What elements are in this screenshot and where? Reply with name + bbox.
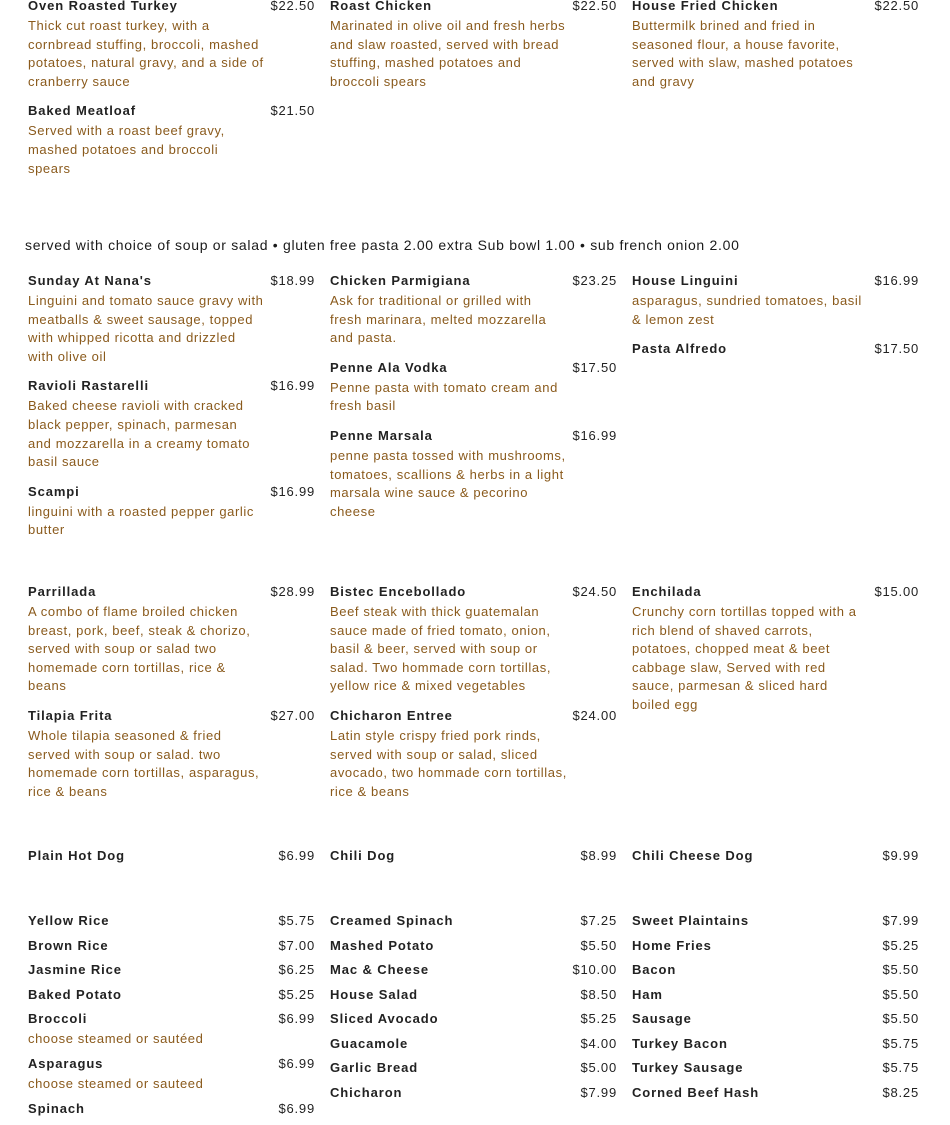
menu-item-description: Crunchy corn tortillas topped with a rich blend of shaved carrots, potatoes, chopped meat & beet cabbage slaw, Served with red sauce, parmesan & sliced hard boiled egg xyxy=(632,604,857,712)
menu-item-name: Chili Cheese Dog xyxy=(632,848,754,863)
menu-item-description: linguini with a roasted pepper garlic butter xyxy=(28,503,254,538)
menu-columns xyxy=(28,0,919,189)
menu-item-description: penne pasta tossed with mushrooms, tomatoes, scallions & herbs in a light marsala wine sauce & pecorino cheese xyxy=(330,447,566,519)
menu-item-description: choose steamed or sauteed xyxy=(28,1076,204,1092)
menu-item-price: $16.99 xyxy=(874,273,919,288)
menu-item-header xyxy=(632,272,919,290)
menu-item-description: Whole tilapia seasoned & fried served with soup or salad. two homemade corn tortillas, asparagus, rice & beans xyxy=(28,727,260,799)
menu-item-description: Buttermilk brined and fried in seasoned flour, a house favorite, served with slaw, mashed potatoes and gravy xyxy=(632,18,854,89)
menu-item xyxy=(28,0,315,91)
menu-item-name: Chicken Parmigiana xyxy=(330,273,471,288)
menu-item-name: Baked Potato xyxy=(28,986,122,1002)
menu-item-name: Mashed Potato xyxy=(330,937,435,953)
menu-item-name: Chicharon Entree xyxy=(330,707,453,723)
menu-item-price: $22.50 xyxy=(270,0,315,13)
menu-item-price: $4.00 xyxy=(580,1035,617,1051)
menu-item-header xyxy=(28,483,315,501)
sides-section xyxy=(28,912,919,1125)
menu-item-header xyxy=(330,583,617,601)
classics-section xyxy=(28,0,919,189)
menu-item-price: $6.99 xyxy=(278,1011,315,1026)
menu-column xyxy=(632,912,919,1125)
menu-item xyxy=(330,707,617,801)
menu-item xyxy=(28,377,315,471)
menu-item-name: Chili Dog xyxy=(330,848,396,863)
menu-item xyxy=(632,937,919,955)
menu-item-price: $5.00 xyxy=(580,1060,617,1075)
menu-item-price: $5.50 xyxy=(882,986,919,1002)
menu-columns xyxy=(28,272,919,551)
menu-item-price: $17.50 xyxy=(874,341,919,357)
menu-item xyxy=(632,1035,919,1053)
menu-item-header xyxy=(28,272,315,290)
menu-item-header xyxy=(632,937,919,955)
menu-item-name: Pasta Alfredo xyxy=(632,341,728,357)
menu-item-name: Turkey Bacon xyxy=(632,1035,728,1051)
menu-item xyxy=(632,583,919,715)
menu-item-header xyxy=(632,986,919,1004)
menu-item xyxy=(632,340,919,358)
hotdog-section xyxy=(28,847,919,876)
menu-item-name: Bacon xyxy=(632,962,677,977)
menu-columns xyxy=(28,847,919,876)
menu-item-price: $21.50 xyxy=(270,103,315,119)
menu-item-name: Creamed Spinach xyxy=(330,913,454,928)
menu-item-header xyxy=(632,961,919,979)
menu-item-header xyxy=(330,1010,617,1028)
menu-item-header xyxy=(330,0,617,15)
pasta-section xyxy=(28,272,919,551)
menu-item-header xyxy=(632,1059,919,1077)
menu-item-header xyxy=(632,912,919,930)
menu-column xyxy=(28,847,315,876)
menu-item-header xyxy=(632,1084,919,1102)
menu-item-name: Ravioli Rastarelli xyxy=(28,378,149,394)
menu-item-description: Latin style crispy fried pork rinds, served with soup or salad, sliced avocado, two hommade corn tortillas, rice & beans xyxy=(330,727,567,799)
menu-item-price: $22.50 xyxy=(874,0,919,13)
menu-item xyxy=(330,1059,617,1077)
menu-item-price: $6.25 xyxy=(278,962,315,977)
menu-item-price: $24.50 xyxy=(572,584,617,599)
menu-column xyxy=(330,0,617,189)
menu-item xyxy=(632,912,919,930)
menu-item-price: $27.00 xyxy=(270,707,315,723)
menu-item-header xyxy=(330,912,617,930)
menu-item-price: $17.50 xyxy=(572,359,617,375)
menu-column xyxy=(330,912,617,1125)
latin-section xyxy=(28,583,919,812)
menu-item-price: $8.25 xyxy=(882,1084,919,1100)
menu-item-name: Bistec Encebollado xyxy=(330,584,467,599)
menu-item xyxy=(28,847,315,865)
menu-item-header xyxy=(330,986,617,1004)
menu-item-header xyxy=(28,912,315,930)
menu-item-name: Roast Chicken xyxy=(330,0,433,13)
menu-item-name: House Salad xyxy=(330,986,418,1002)
menu-item-header xyxy=(28,1010,315,1028)
menu-item-name: Enchilada xyxy=(632,584,702,599)
menu-item-name: Penne Marsala xyxy=(330,427,433,443)
menu-item-name: Asparagus xyxy=(28,1056,104,1072)
menu-item-price: $23.25 xyxy=(572,273,617,288)
menu-item-header xyxy=(28,986,315,1004)
menu-item-name: Chicharon xyxy=(330,1084,403,1100)
menu-item-header xyxy=(632,1035,919,1053)
menu-columns xyxy=(28,912,919,1125)
menu-item xyxy=(632,961,919,979)
menu-column xyxy=(632,847,919,876)
menu-column xyxy=(28,912,315,1125)
menu-item xyxy=(28,937,315,955)
menu-item-price: $5.25 xyxy=(580,1011,617,1026)
menu-item-header xyxy=(330,272,617,290)
menu-item-name: House Fried Chicken xyxy=(632,0,779,13)
menu-item-name: Sausage xyxy=(632,1011,692,1026)
menu-item-price: $6.99 xyxy=(278,848,315,863)
menu-item-description: Served with a roast beef gravy, mashed potatoes and broccoli spears xyxy=(28,123,225,176)
menu-item-description: Marinated in olive oil and fresh herbs and slaw roasted, served with bread stuffing, mashed potatoes and broccoli spears xyxy=(330,18,566,89)
menu-item-name: Sunday At Nana's xyxy=(28,273,152,288)
menu-item xyxy=(28,483,315,540)
menu-item-price: $6.99 xyxy=(278,1101,315,1117)
menu-item-price: $8.99 xyxy=(580,848,617,863)
menu-item xyxy=(330,912,617,930)
menu-item-price: $15.00 xyxy=(874,584,919,599)
menu-item-name: Broccoli xyxy=(28,1011,88,1026)
menu-item-header xyxy=(330,847,617,865)
menu-column xyxy=(632,272,919,551)
menu-item xyxy=(330,961,617,979)
menu-column xyxy=(330,847,617,876)
menu-item-price: $5.50 xyxy=(580,937,617,953)
menu-item-name: Sweet Plaintains xyxy=(632,913,749,928)
menu-column xyxy=(28,583,315,812)
menu-item xyxy=(330,583,617,696)
menu-item xyxy=(28,961,315,979)
menu-item-name: Spinach xyxy=(28,1101,85,1117)
menu-item-name: Sliced Avocado xyxy=(330,1011,439,1026)
menu-item-name: Plain Hot Dog xyxy=(28,848,125,863)
menu-item-name: House Linguini xyxy=(632,273,739,288)
menu-item-price: $16.99 xyxy=(270,378,315,394)
menu-item xyxy=(28,1010,315,1049)
menu-item xyxy=(28,583,315,696)
menu-columns xyxy=(28,583,919,812)
menu-item-price: $7.99 xyxy=(882,913,919,928)
menu-item-price: $16.99 xyxy=(572,427,617,443)
menu-item xyxy=(330,427,617,521)
menu-item-price: $5.50 xyxy=(882,1011,919,1026)
menu-item-price: $5.75 xyxy=(882,1060,919,1075)
menu-item-header xyxy=(330,1059,617,1077)
menu-item-header xyxy=(330,937,617,955)
menu-item-name: Parrillada xyxy=(28,584,97,599)
menu-item-name: Corned Beef Hash xyxy=(632,1084,760,1100)
menu-item-price: $18.99 xyxy=(270,273,315,288)
menu-item-price: $5.75 xyxy=(882,1035,919,1051)
menu-item-name: Home Fries xyxy=(632,937,712,953)
menu-item xyxy=(330,359,617,416)
menu-item-price: $7.00 xyxy=(278,937,315,953)
menu-item-price: $5.75 xyxy=(278,913,315,928)
menu-item-header xyxy=(28,847,315,865)
menu-item-price: $6.99 xyxy=(278,1056,315,1072)
menu-item-price: $5.25 xyxy=(278,986,315,1002)
menu-item-name: Tilapia Frita xyxy=(28,707,113,723)
menu-item-price: $9.99 xyxy=(882,848,919,863)
menu-item-header xyxy=(28,707,315,725)
menu-item-price: $5.50 xyxy=(882,962,919,977)
menu-item-description: asparagus, sundried tomatoes, basil & lemon zest xyxy=(632,293,862,327)
menu-item xyxy=(632,1084,919,1102)
menu-item-name: Oven Roasted Turkey xyxy=(28,0,178,13)
menu-item-name: Garlic Bread xyxy=(330,1060,419,1075)
menu-item xyxy=(330,986,617,1004)
menu-item-description: A combo of flame broiled chicken breast, pork, beef, steak & chorizo, served with soup or salad two homemade corn tortillas, rice & beans xyxy=(28,604,251,694)
menu-item-header xyxy=(28,1055,315,1073)
menu-item-header xyxy=(28,1100,315,1118)
menu-item-price: $28.99 xyxy=(270,584,315,599)
menu-item xyxy=(28,1055,315,1094)
menu-column xyxy=(28,272,315,551)
menu-item-header xyxy=(632,847,919,865)
menu-item xyxy=(330,937,617,955)
menu-item-price: $7.99 xyxy=(580,1084,617,1100)
menu-item xyxy=(330,0,617,91)
menu-item xyxy=(330,1084,617,1102)
menu-item-name: Jasmine Rice xyxy=(28,962,122,977)
menu-item-header xyxy=(28,102,315,120)
menu-item-header xyxy=(28,377,315,395)
menu-item-header xyxy=(330,359,617,377)
menu-item-header xyxy=(632,1010,919,1028)
menu-item-price: $10.00 xyxy=(572,962,617,977)
menu-item xyxy=(330,272,617,348)
menu-column xyxy=(330,272,617,551)
menu-item-header xyxy=(330,707,617,725)
menu-item xyxy=(632,1010,919,1028)
menu-item xyxy=(28,707,315,801)
menu-item-header xyxy=(330,961,617,979)
menu-item xyxy=(28,986,315,1004)
menu-item-name: Baked Meatloaf xyxy=(28,103,136,119)
menu-item xyxy=(632,847,919,865)
pasta-note: served with choice of soup or salad • gluten free pasta 2.00 extra Sub bowl 1.00 • sub french onion 2.00 xyxy=(25,237,740,253)
menu-item-price: $8.50 xyxy=(580,986,617,1002)
menu-item-price: $16.99 xyxy=(270,483,315,499)
menu-column xyxy=(632,583,919,812)
menu-item-description: choose steamed or sautéed xyxy=(28,1031,204,1046)
menu-item-price: $22.50 xyxy=(572,0,617,13)
menu-item-name: Yellow Rice xyxy=(28,913,110,928)
menu-item-name: Guacamole xyxy=(330,1035,409,1051)
menu-item-name: Brown Rice xyxy=(28,937,109,953)
menu-item-description: Baked cheese ravioli with cracked black pepper, spinach, parmesan and mozzarella in a creamy tomato basil sauce xyxy=(28,398,251,470)
menu-item xyxy=(632,986,919,1004)
menu-item-header xyxy=(330,1084,617,1102)
menu-item-name: Penne Ala Vodka xyxy=(330,359,448,375)
menu-item-name: Scampi xyxy=(28,483,80,499)
menu-item-header xyxy=(330,1035,617,1053)
menu-item-description: Linguini and tomato sauce gravy with meatballs & sweet sausage, topped with whipped ricotta and drizzled with olive oil xyxy=(28,293,264,364)
menu-item xyxy=(632,272,919,329)
menu-item xyxy=(28,102,315,178)
menu-item-description: Thick cut roast turkey, with a cornbread stuffing, broccoli, mashed potatoes, natural gravy, and a side of cranberry sauce xyxy=(28,18,264,89)
menu-item-header xyxy=(28,937,315,955)
menu-item-price: $7.25 xyxy=(580,913,617,928)
menu-column xyxy=(632,0,919,189)
menu-item-description: Penne pasta with tomato cream and fresh basil xyxy=(330,379,558,414)
menu-column xyxy=(330,583,617,812)
menu-item-name: Mac & Cheese xyxy=(330,962,429,977)
menu-item-price: $24.00 xyxy=(572,707,617,723)
menu-item xyxy=(28,272,315,366)
menu-item xyxy=(28,912,315,930)
menu-item-header xyxy=(632,583,919,601)
menu-item-name: Ham xyxy=(632,986,663,1002)
menu-item xyxy=(330,1035,617,1053)
menu-item-description: Ask for traditional or grilled with fresh marinara, melted mozzarella and pasta. xyxy=(330,293,547,346)
menu-item-header xyxy=(28,583,315,601)
menu-item-price: $5.25 xyxy=(882,937,919,953)
menu-item-header xyxy=(28,961,315,979)
menu-item-header xyxy=(28,0,315,15)
menu-item-header xyxy=(632,0,919,15)
menu-column xyxy=(28,0,315,189)
menu-item-description: Beef steak with thick guatemalan sauce made of fried tomato, onion, basil & beer, served with soup or salad. Two hommade corn tortillas, yellow rice & mixed vegetables xyxy=(330,604,552,694)
menu-item xyxy=(330,1010,617,1028)
menu-item xyxy=(330,847,617,865)
menu-item xyxy=(632,1059,919,1077)
menu-item-name: Turkey Sausage xyxy=(632,1060,744,1075)
menu-item-header xyxy=(330,427,617,445)
menu-item-header xyxy=(632,340,919,358)
menu-item xyxy=(632,0,919,91)
menu-item xyxy=(28,1100,315,1118)
